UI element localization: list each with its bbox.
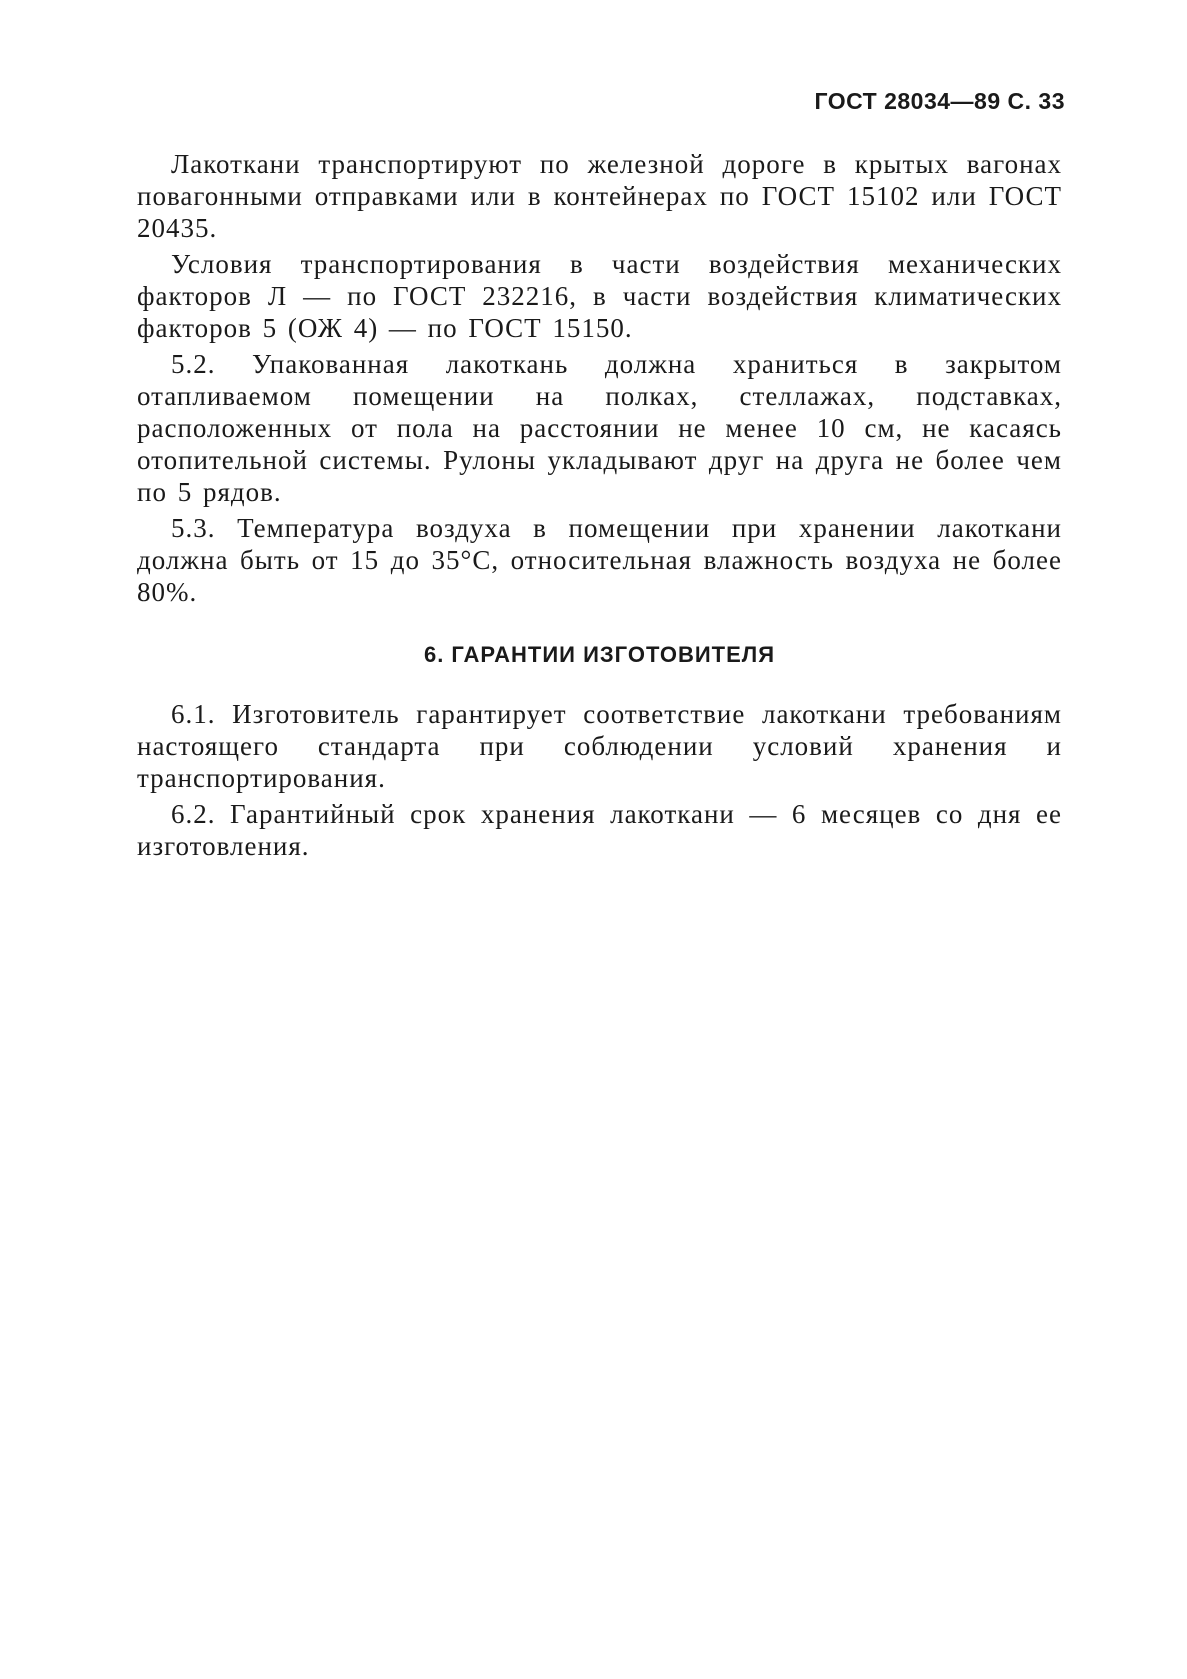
paragraph-transport-rail: Лакоткани транспортируют по железной дороге в крытых вагонах повагонными отправками или в контейнерах по ГОСТ 15102 или ГОСТ 20435.: [137, 149, 1062, 243]
paragraph-transport-conditions: Условия транспортирования в части воздействия механических факторов Л — по ГОСТ 232216, в части воздействия климатических факторов 5 (ОЖ 4) — по ГОСТ 15150.: [137, 249, 1062, 343]
paragraph-5-2-storage: 5.2. Упакованная лакоткань должна храниться в закрытом отапливаемом помещении на полках, стеллажах, подставках, расположенных от пола на расстоянии не менее 10 см, не касаясь отопительной системы. Рулоны укладывают друг на друга не более чем по 5 рядов.: [137, 349, 1062, 507]
section-heading-warranty: 6. ГАРАНТИИ ИЗГОТОВИТЕЛЯ: [423, 642, 776, 667]
paragraph-5-3-temperature: 5.3. Температура воздуха в помещении при хранении лакоткани должна быть от 15 до 35°С, относительная влажность воздуха не более 80%.: [137, 513, 1062, 607]
document-body: [137, 148, 1062, 866]
paragraph-6-1-warranty: 6.1. Изготовитель гарантирует соответствие лакоткани требованиям настоящего стандарта при соблюдении условий хранения и транспортирования.: [137, 699, 1062, 793]
page-running-title: ГОСТ 28034—89 С. 33: [814, 88, 1065, 114]
paragraph-6-2-shelf-life: 6.2. Гарантийный срок хранения лакоткани — 6 месяцев со дня ее изготовления.: [137, 799, 1062, 861]
